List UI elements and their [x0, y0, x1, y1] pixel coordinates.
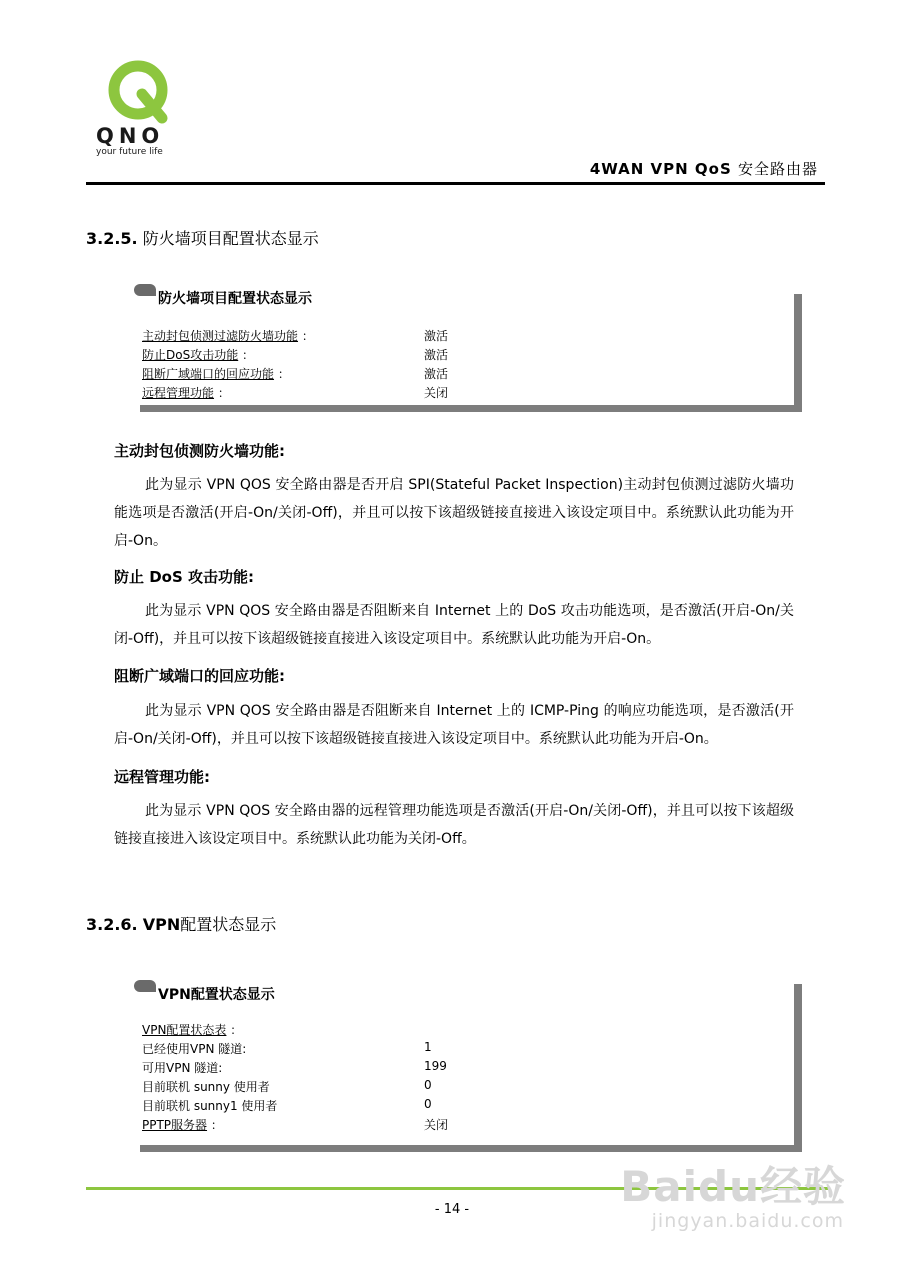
panel-tab-icon: [134, 284, 156, 296]
status-row: 防止DoS攻击功能 ： 激活: [142, 348, 449, 362]
panel-tab-icon: [134, 980, 156, 992]
status-row: 远程管理功能 ： 关闭: [142, 386, 449, 400]
status-link[interactable]: 阻断广域端口的回应功能: [142, 367, 275, 381]
status-value: 激活: [424, 367, 449, 381]
item-paragraph: 此为显示 VPN QOS 安全路由器是否阻断来自 Internet 上的 ICMP-Ping 的响应功能选项，是否激活(开启-On/关闭-Off)，并且可以按下该超级链接直接进入该设定项目中。系统默认此功能为开启-On。: [114, 703, 794, 747]
header-divider: [86, 182, 825, 185]
panel-shadow-right: [794, 294, 802, 412]
vpn-row: VPN配置状态表 ：: [142, 1023, 243, 1037]
section-number: 3.2.5.: [86, 229, 138, 248]
vpn-label: 已经使用VPN 隧道:: [142, 1042, 247, 1056]
product-title-cn: 安全路由器: [737, 160, 818, 178]
qno-logo: [96, 60, 182, 160]
vpn-label: 可用VPN 隧道:: [142, 1061, 223, 1075]
product-title-latin: 4WAN VPN QoS: [589, 160, 732, 178]
section-title-cn: 配置状态显示: [180, 915, 277, 934]
firewall-status-panel: [134, 288, 802, 412]
vpn-value: 199: [424, 1059, 447, 1073]
logo-tagline: your future life: [96, 147, 163, 157]
status-value: 激活: [424, 348, 449, 362]
vpn-row: [142, 1040, 432, 1057]
vpn-row: [142, 1059, 447, 1076]
panel-title: 防火墙项目配置状态显示: [134, 288, 312, 308]
panel-shadow-right: [794, 984, 802, 1152]
item-heading: 远程管理功能:: [114, 768, 210, 786]
vpn-row: [142, 1097, 432, 1114]
qno-logo-icon: [106, 60, 170, 124]
vpn-status-panel: [134, 984, 802, 1152]
pptp-server-link[interactable]: PPTP服务器: [142, 1118, 208, 1132]
item-paragraph: 此为显示 VPN QOS 安全路由器是否开启 SPI(Stateful Packet Inspection)主动封包侦测过滤防火墙功能选项是否激活(开启-On/关闭-Off)，并且可以按下该超级链接直接进入该设定项目中。系统默认此功能为开启-On。: [114, 477, 794, 549]
section-title-latin: VPN: [142, 915, 181, 934]
vpn-table-link[interactable]: VPN配置状态表: [142, 1023, 227, 1037]
item-heading: 防止 DoS 攻击功能:: [114, 568, 255, 586]
item-heading: 阻断广域端口的回应功能:: [114, 667, 285, 685]
vpn-row: [142, 1078, 432, 1095]
vpn-label: 目前联机 sunny 使用者: [142, 1080, 270, 1094]
section-title: 防火墙项目配置状态显示: [142, 229, 319, 248]
section-heading-326: [86, 912, 276, 935]
status-link[interactable]: 防止DoS攻击功能: [142, 348, 239, 362]
vpn-value: 0: [424, 1078, 432, 1092]
status-row: 主动封包侦测过滤防火墙功能 ： 激活: [142, 329, 449, 343]
vpn-row: PPTP服务器 ： 关闭: [142, 1118, 449, 1132]
item-paragraph: 此为显示 VPN QOS 安全路由器是否阻断来自 Internet 上的 DoS 攻击功能选项，是否激活(开启-On/关闭-Off)，并且可以按下该超级链接直接进入该设定项目中。系统默认此功能为开启-On。: [114, 603, 794, 647]
vpn-value: 1: [424, 1040, 432, 1054]
status-row: 阻断广域端口的回应功能 ： 激活: [142, 367, 449, 381]
vpn-value: 关闭: [424, 1118, 449, 1132]
vpn-value: 0: [424, 1097, 432, 1111]
watermark-sub: jingyan.baidu.com: [651, 1210, 844, 1232]
baidu-watermark: [620, 1148, 846, 1248]
status-value: 激活: [424, 329, 449, 343]
item-heading: 主动封包侦测防火墙功能:: [114, 442, 285, 460]
section-heading-325: [86, 226, 319, 249]
status-link[interactable]: 主动封包侦测过滤防火墙功能: [142, 329, 299, 343]
product-title: [590, 158, 818, 179]
panel-shadow-bottom: [140, 405, 802, 412]
section-number: 3.2.6.: [86, 915, 138, 934]
vpn-label: 目前联机 sunny1 使用者: [142, 1099, 278, 1113]
status-value: 关闭: [424, 386, 449, 400]
page-number: - 14 -: [434, 1202, 470, 1217]
panel-title: VPN配置状态显示: [134, 984, 275, 1004]
logo-wordmark: QNO: [96, 124, 165, 148]
status-link[interactable]: 远程管理功能: [142, 386, 215, 400]
item-paragraph: 此为显示 VPN QOS 安全路由器的远程管理功能选项是否激活(开启-On/关闭-Off)，并且可以按下该超级链接直接进入该设定项目中。系统默认此功能为关闭-Off。: [114, 803, 794, 847]
watermark-main: Baidu经验: [620, 1162, 846, 1211]
